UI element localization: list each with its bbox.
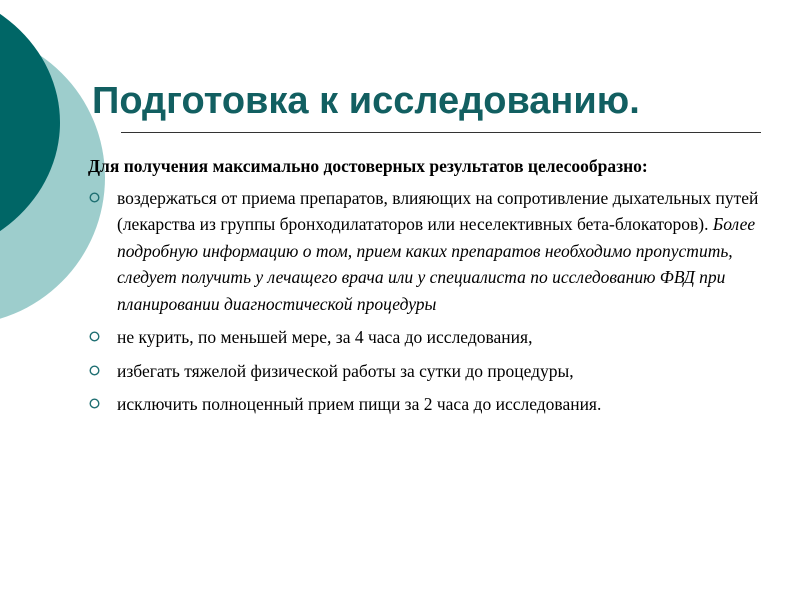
list-item: [88, 391, 788, 418]
slide-title: Подготовка к исследованию.: [92, 80, 640, 122]
title-divider: [121, 132, 761, 133]
hollow-circle-bullet-icon: [89, 398, 100, 409]
list-item: [88, 324, 788, 351]
hollow-circle-bullet-icon: [89, 192, 100, 203]
bullet-text: исключить полноценный прием пищи за 2 часа до исследования.: [117, 394, 602, 414]
hollow-circle-bullet-icon: [89, 365, 100, 376]
intro-text: Для получения максимально достоверных результатов целесообразно:: [88, 156, 648, 176]
list-item: [88, 358, 788, 385]
bullet-note: Более подробную информацию о том, прием каких препаратов необходимо пропустить, следует получить у лечащего врача или у специалиста по исследованию ФВД при планировании диагностической процедуры: [117, 214, 756, 314]
bullet-text: воздержаться от приема препаратов, влияющих на сопротивление дыхательных путей (лекарства из группы бронходилататоров или неселективных бета-блокаторов).: [117, 187, 759, 234]
bullet-text: избегать тяжелой физической работы за сутки до процедуры,: [117, 360, 574, 381]
hollow-circle-bullet-icon: [89, 331, 100, 342]
bullet-text: не курить, по меньшей мере, за 4 часа до исследования,: [117, 327, 533, 347]
list-item: [88, 185, 788, 318]
bullet-list: [88, 185, 788, 418]
slide-body: [88, 153, 788, 425]
